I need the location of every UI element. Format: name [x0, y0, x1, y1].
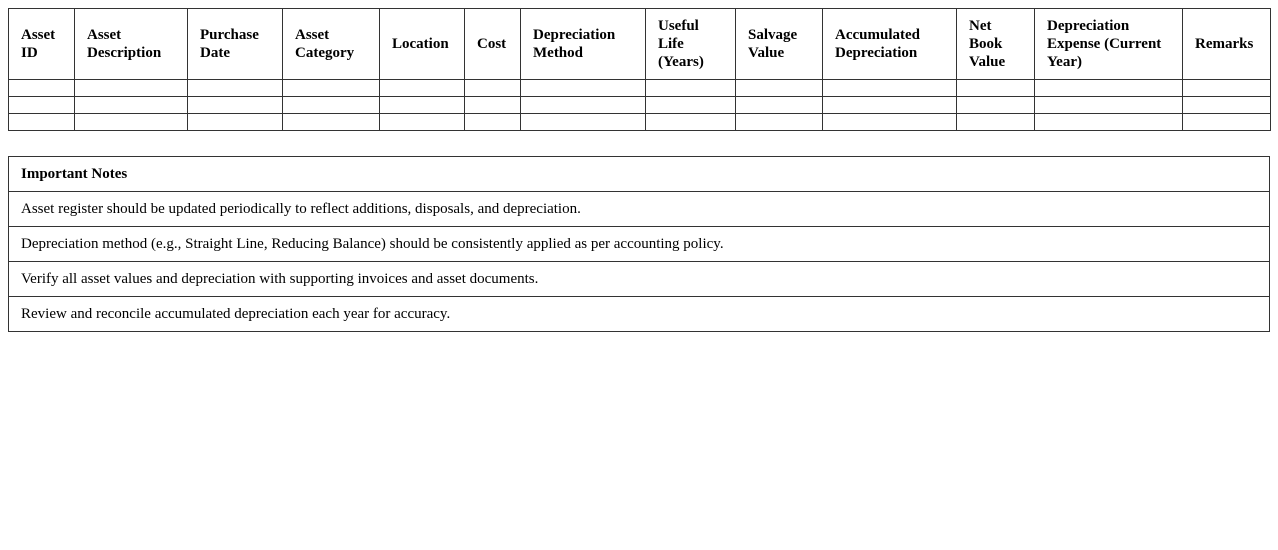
table-cell[interactable] — [75, 97, 188, 114]
table-cell[interactable] — [465, 80, 521, 97]
table-cell[interactable] — [283, 80, 380, 97]
note-item: Depreciation method (e.g., Straight Line, Reducing Balance) should be consistently applied as per accounting policy. — [9, 227, 1270, 262]
column-header-asset-id: Asset ID — [9, 9, 75, 80]
table-cell[interactable] — [957, 80, 1035, 97]
table-cell[interactable] — [1035, 97, 1183, 114]
column-header-asset-category: Asset Category — [283, 9, 380, 80]
column-header-asset-description: Asset Description — [75, 9, 188, 80]
table-cell[interactable] — [9, 97, 75, 114]
note-item: Asset register should be updated periodically to reflect additions, disposals, and depreciation. — [9, 192, 1270, 227]
column-header-remarks: Remarks — [1183, 9, 1271, 80]
table-cell[interactable] — [9, 114, 75, 131]
table-cell[interactable] — [646, 114, 736, 131]
note-row — [9, 262, 1270, 297]
table-cell[interactable] — [188, 114, 283, 131]
table-cell[interactable] — [1183, 97, 1271, 114]
asset-register-table — [8, 8, 1271, 131]
table-cell[interactable] — [1035, 80, 1183, 97]
table-cell[interactable] — [823, 97, 957, 114]
table-cell[interactable] — [1183, 80, 1271, 97]
table-cell[interactable] — [521, 97, 646, 114]
table-cell[interactable] — [646, 97, 736, 114]
table-cell[interactable] — [283, 114, 380, 131]
table-cell[interactable] — [957, 114, 1035, 131]
column-header-purchase-date: Purchase Date — [188, 9, 283, 80]
column-header-net-book-value: Net Book Value — [957, 9, 1035, 80]
table-row — [9, 114, 1271, 131]
table-cell[interactable] — [521, 80, 646, 97]
table-cell[interactable] — [9, 80, 75, 97]
notes-title: Important Notes — [9, 157, 1270, 192]
table-cell[interactable] — [957, 97, 1035, 114]
note-row — [9, 192, 1270, 227]
column-header-salvage-value: Salvage Value — [736, 9, 823, 80]
table-cell[interactable] — [75, 80, 188, 97]
header-row — [9, 9, 1271, 80]
note-row — [9, 297, 1270, 332]
table-cell[interactable] — [1035, 114, 1183, 131]
table-cell[interactable] — [188, 97, 283, 114]
table-cell[interactable] — [188, 80, 283, 97]
column-header-depreciation-method: Depreciation Method — [521, 9, 646, 80]
table-row — [9, 80, 1271, 97]
column-header-cost: Cost — [465, 9, 521, 80]
table-cell[interactable] — [736, 80, 823, 97]
column-header-depreciation-expense: Depreciation Expense (Current Year) — [1035, 9, 1183, 80]
table-cell[interactable] — [75, 114, 188, 131]
table-cell[interactable] — [465, 97, 521, 114]
notes-header-row — [9, 157, 1270, 192]
table-cell[interactable] — [646, 80, 736, 97]
table-cell[interactable] — [380, 114, 465, 131]
table-cell[interactable] — [823, 80, 957, 97]
note-item: Verify all asset values and depreciation with supporting invoices and asset documents. — [9, 262, 1270, 297]
column-header-accumulated-depreciation: Accumulated Depreciation — [823, 9, 957, 80]
important-notes-table — [8, 156, 1270, 332]
table-cell[interactable] — [380, 80, 465, 97]
table-cell[interactable] — [380, 97, 465, 114]
column-header-useful-life: Useful Life (Years) — [646, 9, 736, 80]
note-item: Review and reconcile accumulated depreciation each year for accuracy. — [9, 297, 1270, 332]
note-row — [9, 227, 1270, 262]
table-cell[interactable] — [823, 114, 957, 131]
table-cell[interactable] — [283, 97, 380, 114]
table-cell[interactable] — [521, 114, 646, 131]
table-cell[interactable] — [465, 114, 521, 131]
table-row — [9, 97, 1271, 114]
table-cell[interactable] — [1183, 114, 1271, 131]
column-header-location: Location — [380, 9, 465, 80]
table-cell[interactable] — [736, 114, 823, 131]
table-cell[interactable] — [736, 97, 823, 114]
